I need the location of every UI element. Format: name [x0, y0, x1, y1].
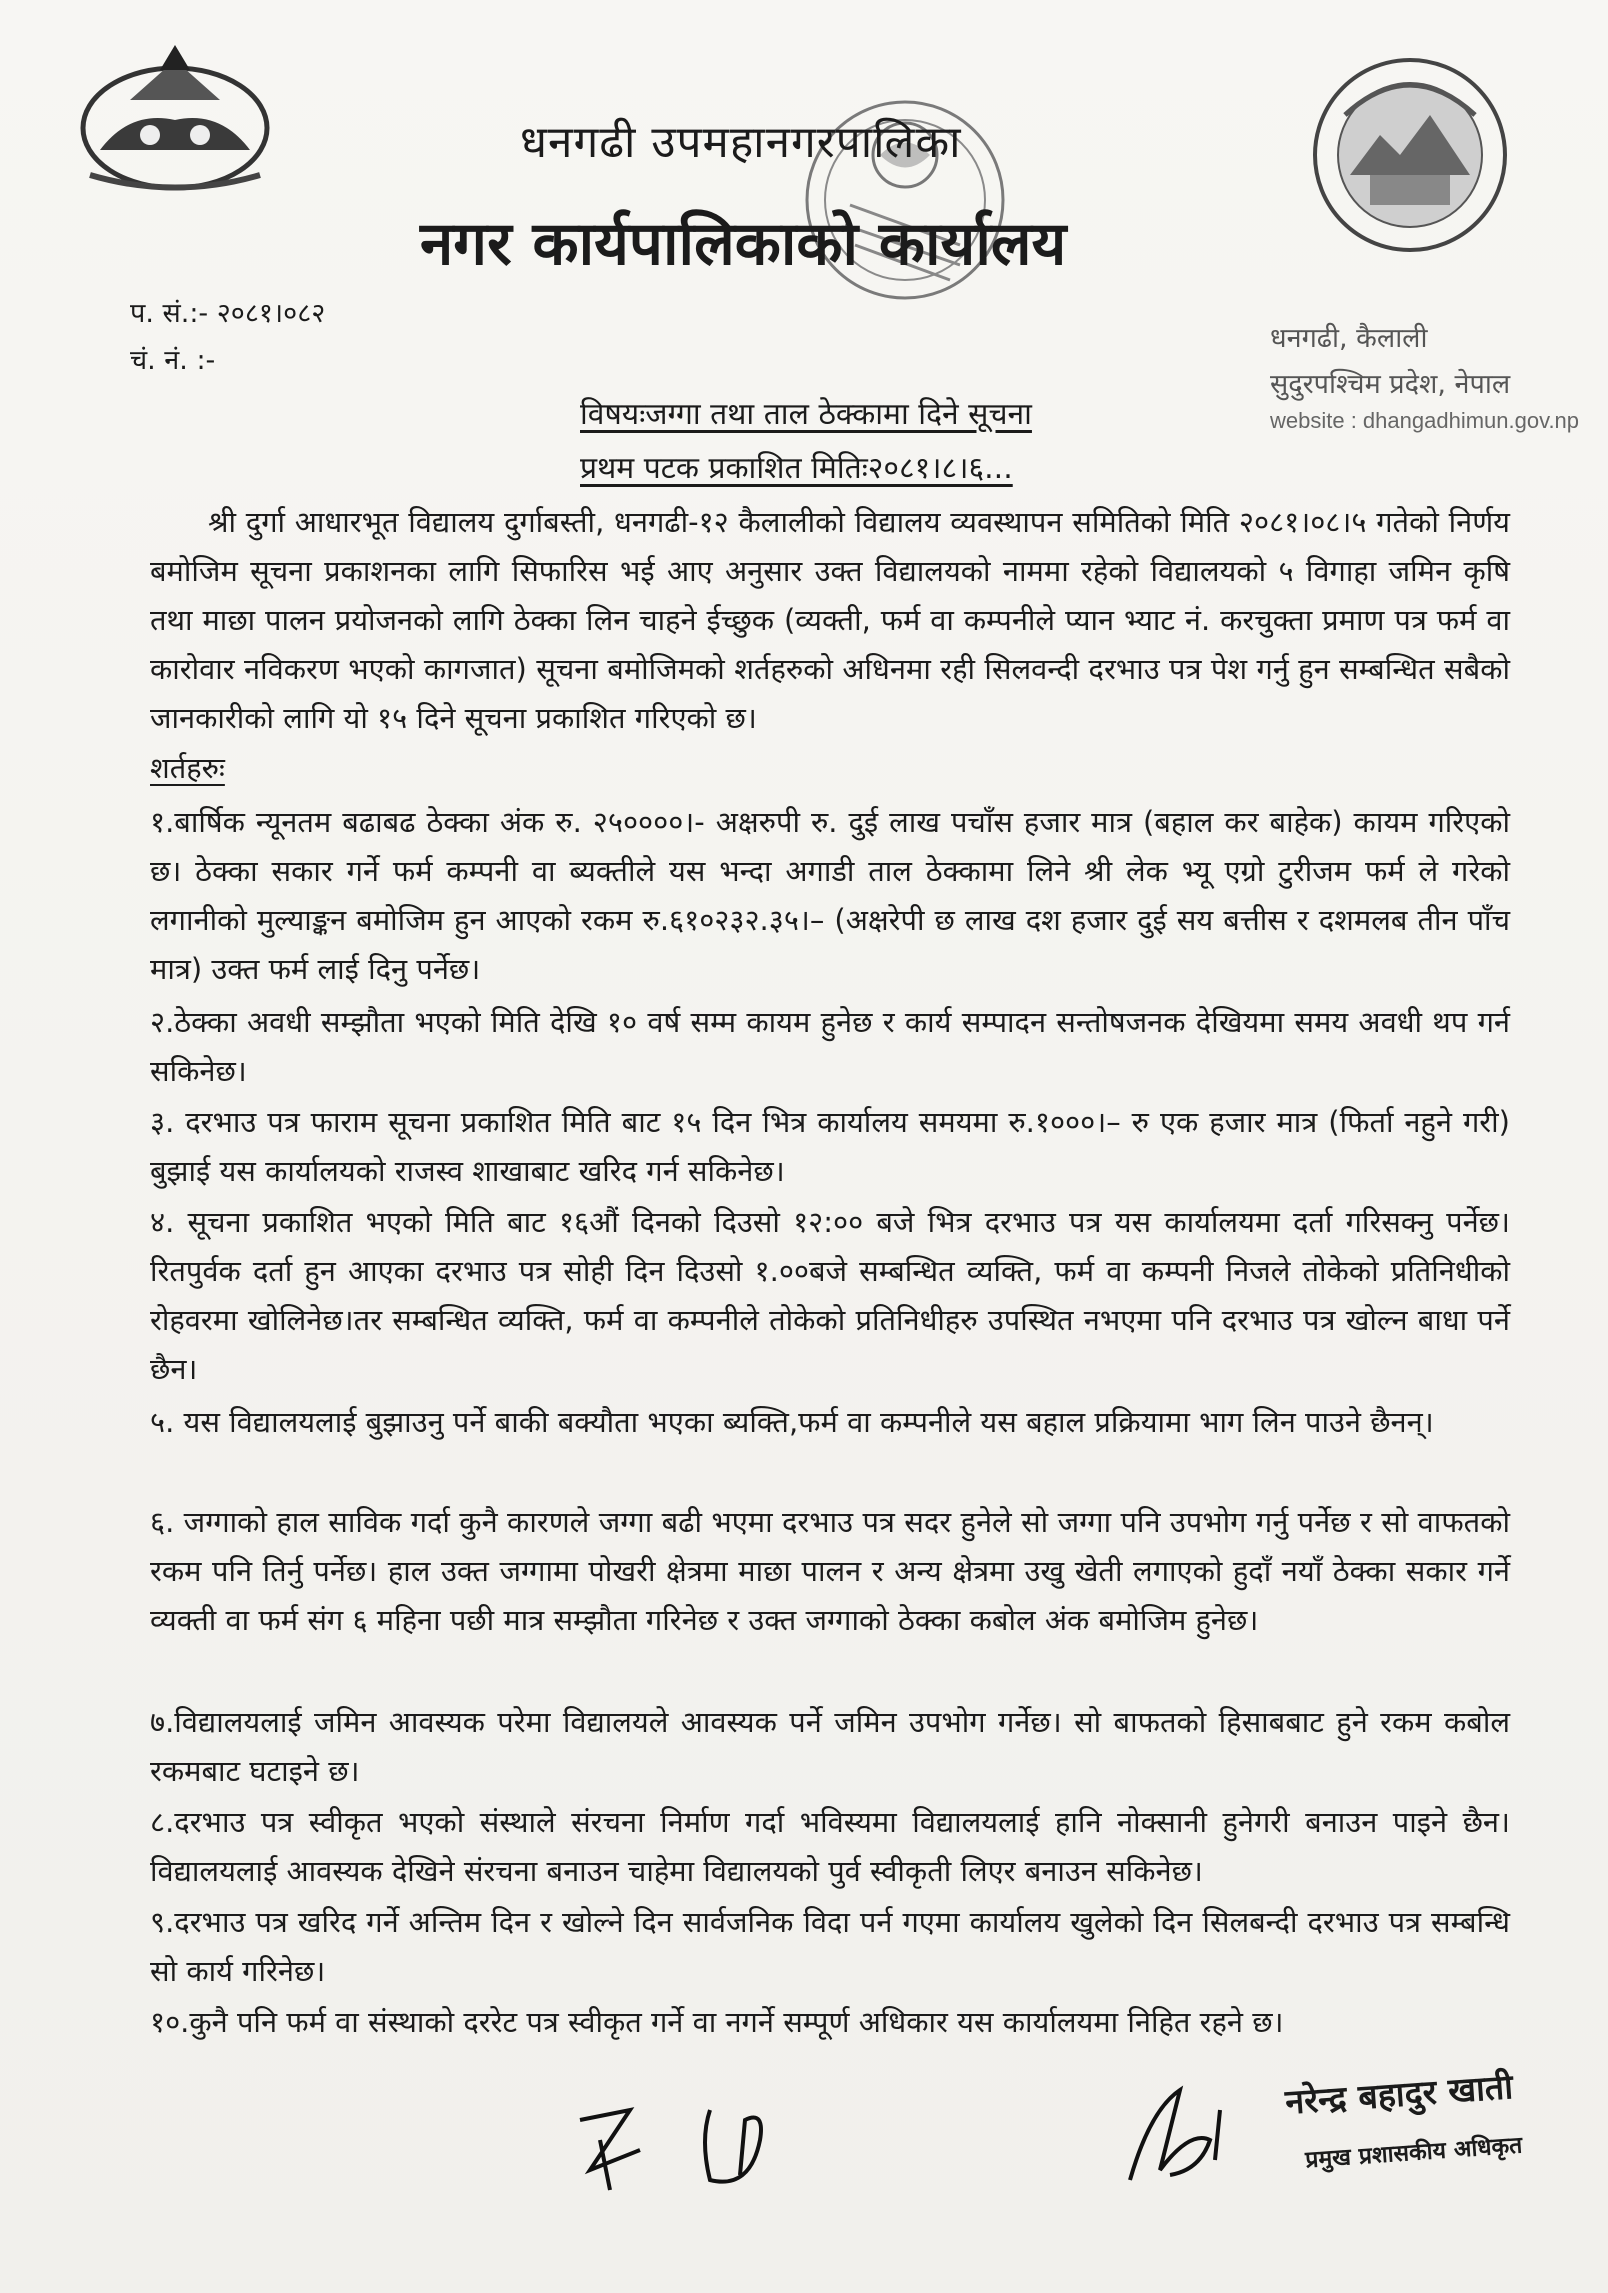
condition-2: २.ठेक्का अवधी सम्झौता भएको मिति देखि १० वर्ष सम्म कायम हुनेछ र कार्य सम्पादन सन्तोषजनक देखियमा समय अवधी थप गर्न सकिनेछ।: [150, 1005, 1510, 1088]
condition-10: १०.कुनै पनि फर्म वा संस्थाको दररेट पत्र स्वीकृत गर्ने वा नगर्ने सम्पूर्ण अधिकार यस कार्यालयमा निहित रहने छ।: [150, 2005, 1284, 2039]
condition-6: ६. जग्गाको हाल साविक गर्दा कुनै कारणले जग्गा बढी भएमा दरभाउ पत्र सदर हुनेले सो जग्गा पनि उपभोग गर्नु पर्नेछ र सो वाफतको रकम पनि तिर्नु पर्नेछ। हाल उक्त जग्गामा पोखरी क्षेत्रमा माछा पालन र अन्य क्षेत्रमा उखु खेती लगाएको हुदाँ नयाँ ठेक्का सकार गर्ने व्यक्ती वा फर्म संग ६ महिना पछी मात्र सम्झौता गरिनेछ र उक्त जग्गाको ठेक्का कबोल अंक बमोजिम हुनेछ।: [150, 1505, 1510, 1637]
condition-7: ७.विद्यालयलाई जमिन आवस्यक परेमा विद्यालयले आवस्यक पर्ने जमिन उपभोग गर्नेछ। सो बाफतको हिसाबबाट हुने रकम कबोल रकमबाट घटाइने छ।: [150, 1705, 1510, 1788]
condition-8: ८.दरभाउ पत्र स्वीकृत भएको संस्थाले संरचना निर्माण गर्दा भविस्यमा विद्यालयलाई हानि नोक्सानी हुनेगरी बनाउन पाइने छैन। विद्यालयलाई आवस्यक देखिने संरचना बनाउन चाहेमा विद्यालयको पुर्व स्वीकृती लिएर बनाउन सकिनेछ।: [150, 1805, 1510, 1888]
reference-number: प. सं.:- २०८१।०८२: [130, 298, 326, 329]
nepal-emblem-icon: [70, 40, 280, 200]
conditions-heading: शर्तहरुः: [150, 751, 225, 785]
address-province: सुदुरपश्चिम प्रदेश, नेपाल: [1270, 369, 1511, 400]
notice-intro-paragraph: श्री दुर्गा आधारभूत विद्यालय दुर्गाबस्ती, धनगढी-१२ कैलालीको विद्यालय व्यवस्थापन समितिको मिति २०८१।०८।५ गतेको निर्णय बमोजिम सूचना प्रकाशनका लागि सिफारिस भई आए अनुसार उक्त विद्यालयको नाममा रहेको विद्यालयको ५ विगाहा जमिन कृषि तथा माछा पालन प्रयोजनको लागि ठेक्का लिन चाहने ईच्छुक (व्यक्ती, फर्म वा कम्पनीले प्यान भ्याट नं. करचुक्ता प्रमाण पत्र फर्म वा कारोवार नविकरण भएको कागजात) सूचना बमोजिमको शर्तहरुको अधिनमा रही सिलवन्दी दरभाउ पत्र पेश गर्नु हुन सम्बन्धित सबैको जानकारीको लागि यो १५ दिने सूचना प्रकाशित गरिएको छ।: [150, 505, 1510, 735]
dhangadhi-municipality-logo: [1310, 55, 1510, 255]
condition-9: ९.दरभाउ पत्र खरिद गर्ने अन्तिम दिन र खोल्ने दिन सार्वजनिक विदा पर्न गएमा कार्यालय खुलेको दिन सिलबन्दी दरभाउ पत्र सम्बन्धि सो कार्य गरिनेछ।: [150, 1905, 1510, 1988]
condition-1: १.बार्षिक न्यूनतम बढाबढ ठेक्का अंक रु. २५००००।- अक्षरुपी रु. दुई लाख पचाँस हजार मात्र (बहाल कर बाहेक) कायम गरिएको छ। ठेक्का सकार गर्ने फर्म कम्पनी वा ब्यक्तीले यस भन्दा अगाडी ताल ठेक्कामा लिने श्री लेक भ्यू एग्रो टुरीजम फर्म ले गरेको लगानीको मुल्याङ्कन बमोजिम हुन आएको रकम रु.६१०२३२.३५।– (अक्षरेपी छ लाख दश हजार दुई सय बत्तीस र दशमलब तीन पाँच मात्र) उक्त फर्म लाई दिनु पर्नेछ।: [150, 805, 1510, 986]
header-office-name: नगर कार्यपालिकाको कार्यालय: [420, 209, 1067, 279]
signatory-name: नरेन्द्र बहादुर खाती: [1284, 2067, 1515, 2123]
dispatch-number: चं. नं. :-: [130, 345, 216, 376]
condition-3: ३. दरभाउ पत्र फाराम सूचना प्रकाशित मिति बाट १५ दिन भित्र कार्यालय समयमा रु.१०००।– रु एक हजार मात्र (फिर्ता नहुने गरी) बुझाई यस कार्यालयको राजस्व शाखाबाट खरिद गर्न सकिनेछ।: [150, 1105, 1510, 1188]
header-municipality-name: धनगढी उपमहानगरपालिका: [520, 117, 962, 168]
handwritten-signature-1: [560, 2080, 840, 2220]
subject-publish-date: प्रथम पटक प्रकाशित मितिः२०८१।८।६...: [580, 451, 1013, 486]
website-link[interactable]: website : dhangadhimun.gov.np: [1270, 408, 1580, 433]
condition-5: ५. यस विद्यालयलाई बुझाउनु पर्ने बाकी बक्यौता भएका ब्यक्ति,फर्म वा कम्पनीले यस बहाल प्रक्रियामा भाग लिन पाउने छैनन्।: [150, 1405, 1434, 1439]
signatory-title: प्रमुख प्रशासकीय अधिकृत: [1304, 2132, 1524, 2174]
address-city: धनगढी, कैलाली: [1270, 323, 1428, 354]
handwritten-signature-2: [1110, 2070, 1270, 2210]
condition-4: ४. सूचना प्रकाशित भएको मिति बाट १६औं दिनको दिउसो १२:०० बजे भित्र दरभाउ पत्र यस कार्यालयमा दर्ता गरिसक्नु पर्नेछ।रितपुर्वक दर्ता हुन आएका दरभाउ पत्र सोही दिन दिउसो १.००बजे सम्बन्धित व्यक्ति, फर्म वा कम्पनी निजले तोकेको प्रतिनिधीको रोहवरमा खोलिनेछ।तर सम्बन्धित व्यक्ति, फर्म वा कम्पनीले तोकेको प्रतिनिधीहरु उपस्थित नभएमा पनि दरभाउ पत्र खोल्न बाधा पर्ने छैन।: [150, 1205, 1510, 1386]
subject-title: विषयःजग्गा तथा ताल ठेक्कामा दिने सूचना: [580, 397, 1032, 432]
